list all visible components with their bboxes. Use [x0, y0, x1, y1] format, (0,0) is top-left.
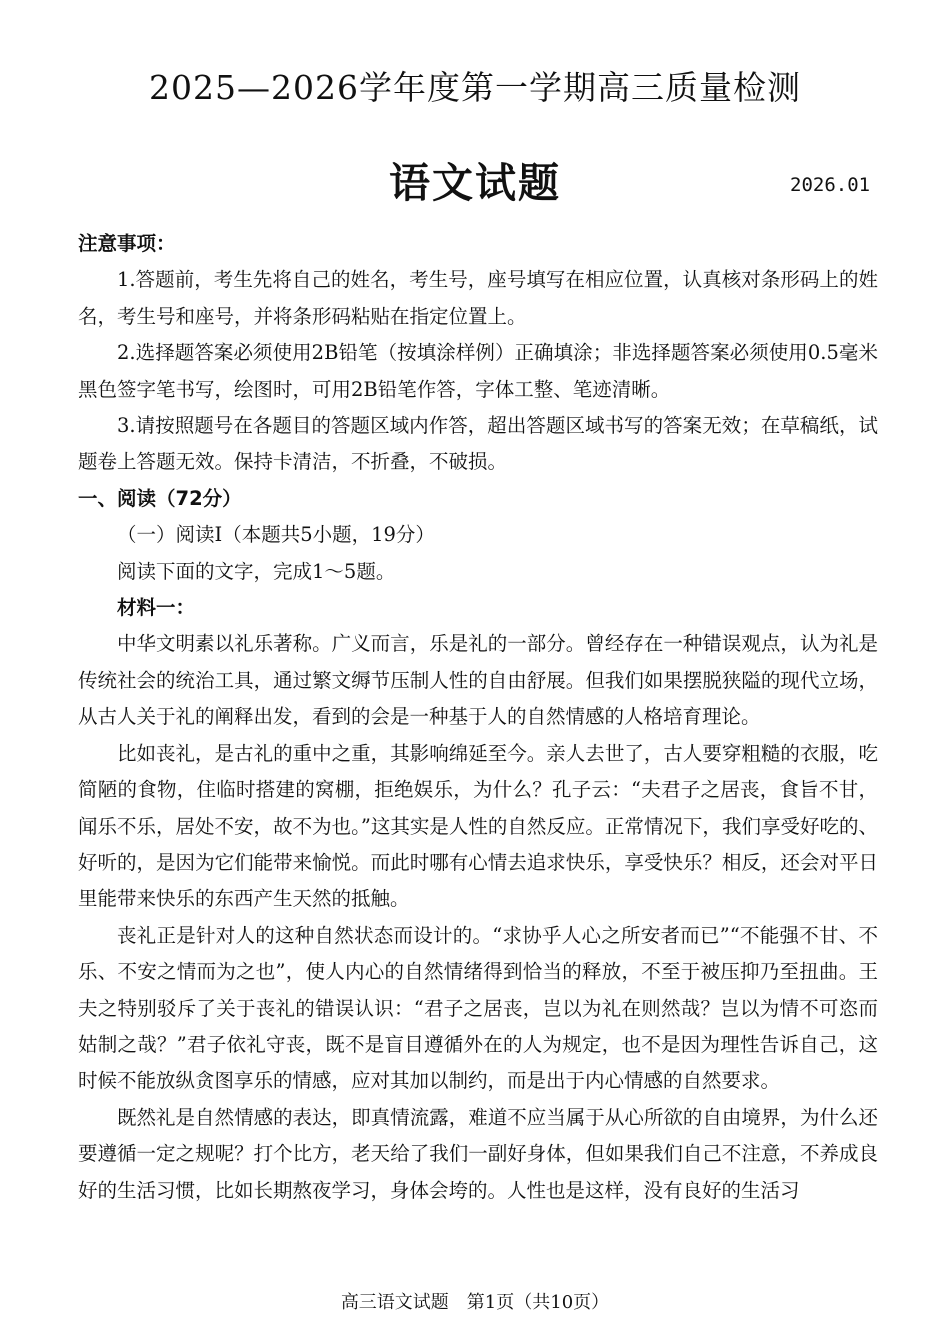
exam-date: 2026.01	[790, 174, 871, 196]
exam-body	[78, 226, 878, 1209]
material-label: 材料一：	[117, 596, 196, 620]
passage-paragraph-3: 丧礼正是针对人的这种自然状态而设计的。“求协乎人心之所安者而已”“不能强不甘、不乐、不安之情而为之也”，使人内心的自然情绪得到恰当的释放，不至于被压抑乃至扭曲。王夫之特别驳斥了关于丧礼的错误认识：“君子之居丧，岂以为礼在则然哉？岂以为情不可恣而姑制之哉？”君子依礼守丧，既不是盲目遵循外在的人为规定，也不是因为理性告诉自己，这时候不能放纵贪图享乐的情感，应对其加以制约，而是出于内心情感的自然要求。	[78, 923, 878, 1093]
notice-item-1: 1.答题前，考生先将自己的姓名，考生号，座号填写在相应位置，认真核对条形码上的姓名，考生号和座号，并将条形码粘贴在指定位置上。	[78, 268, 878, 328]
notice-item-3: 3.请按照题号在各题目的答题区域内作答，超出答题区域书写的答案无效；在草稿纸，试题卷上答题无效。保持卡清洁，不折叠，不破损。	[78, 414, 878, 474]
section-subheading: （一）阅读Ⅰ（本题共5小题，19分）	[117, 523, 435, 547]
section-instruction: 阅读下面的文字，完成1～5题。	[117, 559, 396, 583]
page-footer: 高三语文试题 第1页（共10页）	[340, 1292, 610, 1313]
notice-item-2: 2.选择题答案必须使用2B铅笔（按填涂样例）正确填涂；非选择题答案必须使用0.5毫米黑色签字笔书写，绘图时，可用2B铅笔作答，字体工整、笔迹清晰。	[78, 341, 878, 401]
passage-paragraph-1: 中华文明素以礼乐著称。广义而言，乐是礼的一部分。曾经存在一种错误观点，认为礼是传统社会的统治工具，通过繁文缛节压制人性的自由舒展。但我们如果摆脱狭隘的现代立场，从古人关于礼的阐释出发，看到的会是一种基于人的自然情感的人格培育理论。	[78, 632, 878, 729]
notice-heading: 注意事项：	[78, 232, 176, 255]
passage-paragraph-4: 既然礼是自然情感的表达，即真情流露，难道不应当属于从心所欲的自由境界，为什么还要遵循一定之规呢？打个比方，老天给了我们一副好身体，但如果我们自己不注意，不养成良好的生活习惯，比如长期熬夜学习，身体会垮的。人性也是这样，没有良好的生活习	[78, 1105, 878, 1202]
subject-title: 语文试题	[389, 159, 561, 207]
passage-paragraph-2: 比如丧礼，是古礼的重中之重，其影响绵延至今。亲人去世了，古人要穿粗糙的衣服，吃简陋的食物，住临时搭建的窝棚，拒绝娱乐，为什么？孔子云：“夫君子之居丧，食旨不甘，闻乐不乐，居处不安，故不为也。”这其实是人性的自然反应。正常情况下，我们享受好吃的、好听的，是因为它们能带来愉悦。而此时哪有心情去追求快乐，享受快乐？相反，还会对平日里能带来快乐的东西产生天然的抵触。	[78, 741, 878, 911]
exam-title: 2025—2026学年度第一学期高三质量检测	[149, 68, 801, 107]
section-heading: 一、阅读（72分）	[78, 486, 242, 510]
